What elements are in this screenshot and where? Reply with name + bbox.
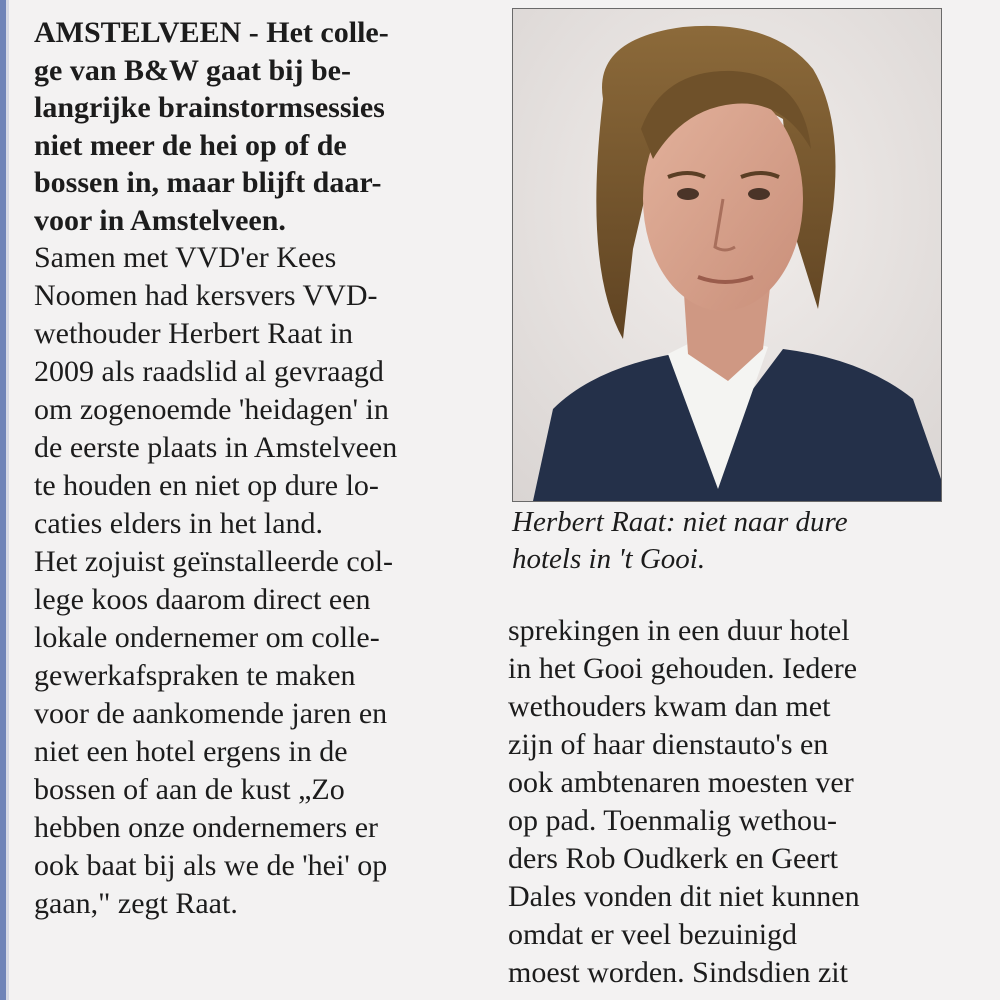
body-line: wethouders kwam dan met [508, 690, 831, 723]
body-line: caties elders in het land. [34, 507, 324, 540]
lead-line: ge van B&W gaat bij be- [34, 53, 351, 87]
caption-line: hotels in 't Gooi. [512, 543, 706, 575]
left-edge-strip [0, 0, 14, 1000]
lead-line: voor in Amstelveen. [34, 203, 286, 237]
body-line: Het zojuist geïnstalleerde col- [34, 545, 394, 578]
lead-line: AMSTELVEEN - Het colle- [34, 16, 389, 49]
body-line: moest worden. Sindsdien zit [508, 956, 848, 989]
body-line: ders Rob Oudkerk en Geert [508, 842, 838, 875]
body-line: te houden en niet op dure lo- [34, 469, 379, 502]
portrait-photo [512, 8, 942, 502]
body-line: niet een hotel ergens in de [34, 735, 348, 768]
body-line: omdat er veel bezuinigd [508, 918, 798, 951]
lead-line: langrijke brainstormsessies [34, 91, 385, 124]
body-line: in het Gooi gehouden. Iedere [508, 652, 858, 685]
portrait-illustration [513, 9, 941, 501]
right-column [508, 612, 988, 992]
body-line: wethouder Herbert Raat in [34, 317, 354, 350]
body-line: de eerste plaats in Amstelveen [34, 431, 398, 464]
body-line: zijn of haar dienstauto's en [508, 728, 829, 761]
body-line: lokale ondernemer om colle- [34, 621, 380, 654]
lead-paragraph [34, 14, 504, 239]
body-line: hebben onze ondernemers er [34, 811, 379, 844]
body-line: ook ambtenaren moesten ver [508, 766, 854, 799]
caption-line: Herbert Raat: niet naar dure [512, 506, 848, 538]
body-line: Dales vonden dit niet kunnen [508, 880, 860, 913]
body-line: 2009 als raadslid al gevraagd [34, 355, 384, 388]
body-line: Samen met VVD'er Kees [34, 241, 337, 274]
body-line: sprekingen in een duur hotel [508, 614, 850, 647]
body-line: lege koos daarom direct een [34, 583, 371, 616]
body-text-left [34, 239, 504, 923]
photo-caption [512, 504, 982, 578]
body-line: gewerkafspraken te maken [34, 659, 356, 692]
body-text-right [508, 612, 988, 992]
body-line: voor de aankomende jaren en [34, 697, 388, 730]
left-column [34, 14, 504, 923]
body-line: op pad. Toenmalig wethou- [508, 804, 837, 837]
body-line: om zogenoemde 'heidagen' in [34, 393, 389, 426]
lead-line: niet meer de hei op of de [34, 128, 347, 162]
lead-line: bossen in, maar blijft daar- [34, 166, 382, 199]
body-line: ook baat bij als we de 'hei' op [34, 849, 388, 882]
body-line: Noomen had kersvers VVD- [34, 279, 378, 312]
body-line: bossen of aan de kust „Zo [34, 773, 345, 806]
body-line: gaan," zegt Raat. [34, 887, 238, 920]
